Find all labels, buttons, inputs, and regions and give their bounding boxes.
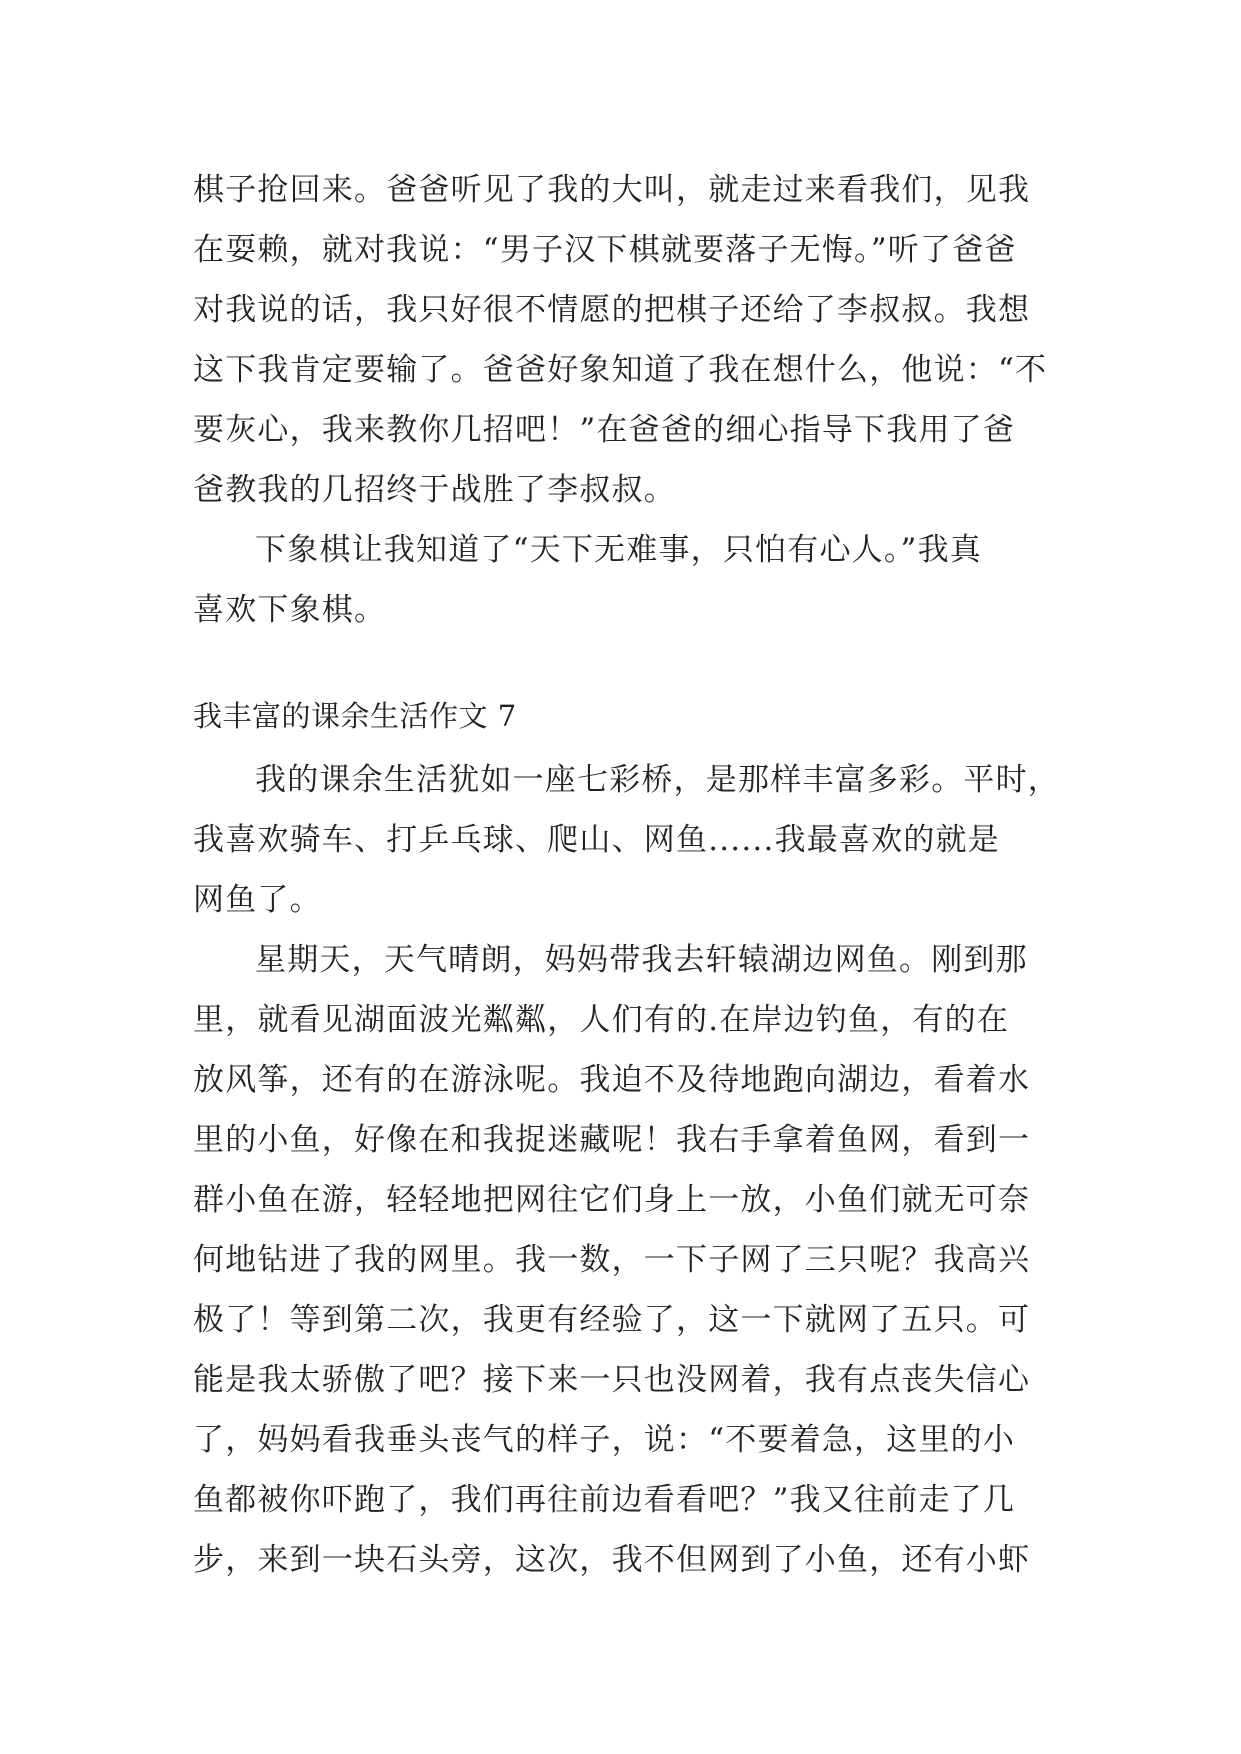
text-line: 鱼都被你吓跑了，我们再往前边看看吧？”我又往前走了几 xyxy=(193,1482,1016,1518)
text-line: 棋子抢回来。爸爸听见了我的大叫，就走过来看我们，见我 xyxy=(193,172,1031,208)
text-line: 了，妈妈看我垂头丧气的样子，说：“不要着急，这里的小 xyxy=(193,1422,1016,1458)
essay-title: 我丰富的课余生活作文 7 xyxy=(193,699,517,733)
text-line: 喜欢下象棋。 xyxy=(193,592,387,628)
text-line: 星期天，天气晴朗，妈妈带我去轩辕湖边网鱼。刚到那 xyxy=(255,942,1028,978)
text-line: 里，就看见湖面波光粼粼，人们有的.在岸边钓鱼，有的在 xyxy=(193,1002,1010,1038)
text-line: 网鱼了。 xyxy=(193,882,322,918)
text-line: 何地钻进了我的网里。我一数，一下子网了三只呢？我高兴 xyxy=(193,1242,1031,1278)
text-line: 能是我太骄傲了吧？接下来一只也没网着，我有点丧失信心 xyxy=(193,1362,1031,1398)
text-line: 步，来到一块石头旁，这次，我不但网到了小鱼，还有小虾 xyxy=(193,1542,1031,1578)
text-line: 极了！等到第二次，我更有经验了，这一下就网了五只。可 xyxy=(193,1302,1031,1338)
text-line: 我喜欢骑车、打乒乓球、爬山、网鱼......我最喜欢的就是 xyxy=(193,822,1000,858)
text-line: 要灰心，我来教你几招吧！”在爸爸的细心指导下我用了爸 xyxy=(193,412,1016,448)
text-line: 里的小鱼，好像在和我捉迷藏呢！我右手拿着鱼网，看到一 xyxy=(193,1122,1031,1158)
text-line: 爸教我的几招终于战胜了李叔叔。 xyxy=(193,472,676,508)
text-line: 放风筝，还有的在游泳呢。我迫不及待地跑向湖边，看着水 xyxy=(193,1062,1031,1098)
text-line: 群小鱼在游，轻轻地把网往它们身上一放，小鱼们就无可奈 xyxy=(193,1182,1031,1218)
text-line: 我的课余生活犹如一座七彩桥，是那样丰富多彩。平时， xyxy=(255,762,1060,798)
text-line: 这下我肯定要输了。爸爸好象知道了我在想什么，他说：“不 xyxy=(193,352,1048,388)
text-line: 对我说的话，我只好很不情愿的把棋子还给了李叔叔。我想 xyxy=(193,292,1031,328)
text-line: 在耍赖，就对我说：“男子汉下棋就要落子无悔。”听了爸爸 xyxy=(193,232,1017,268)
text-line: 下象棋让我知道了“天下无难事，只怕有心人。”我真 xyxy=(255,532,982,568)
